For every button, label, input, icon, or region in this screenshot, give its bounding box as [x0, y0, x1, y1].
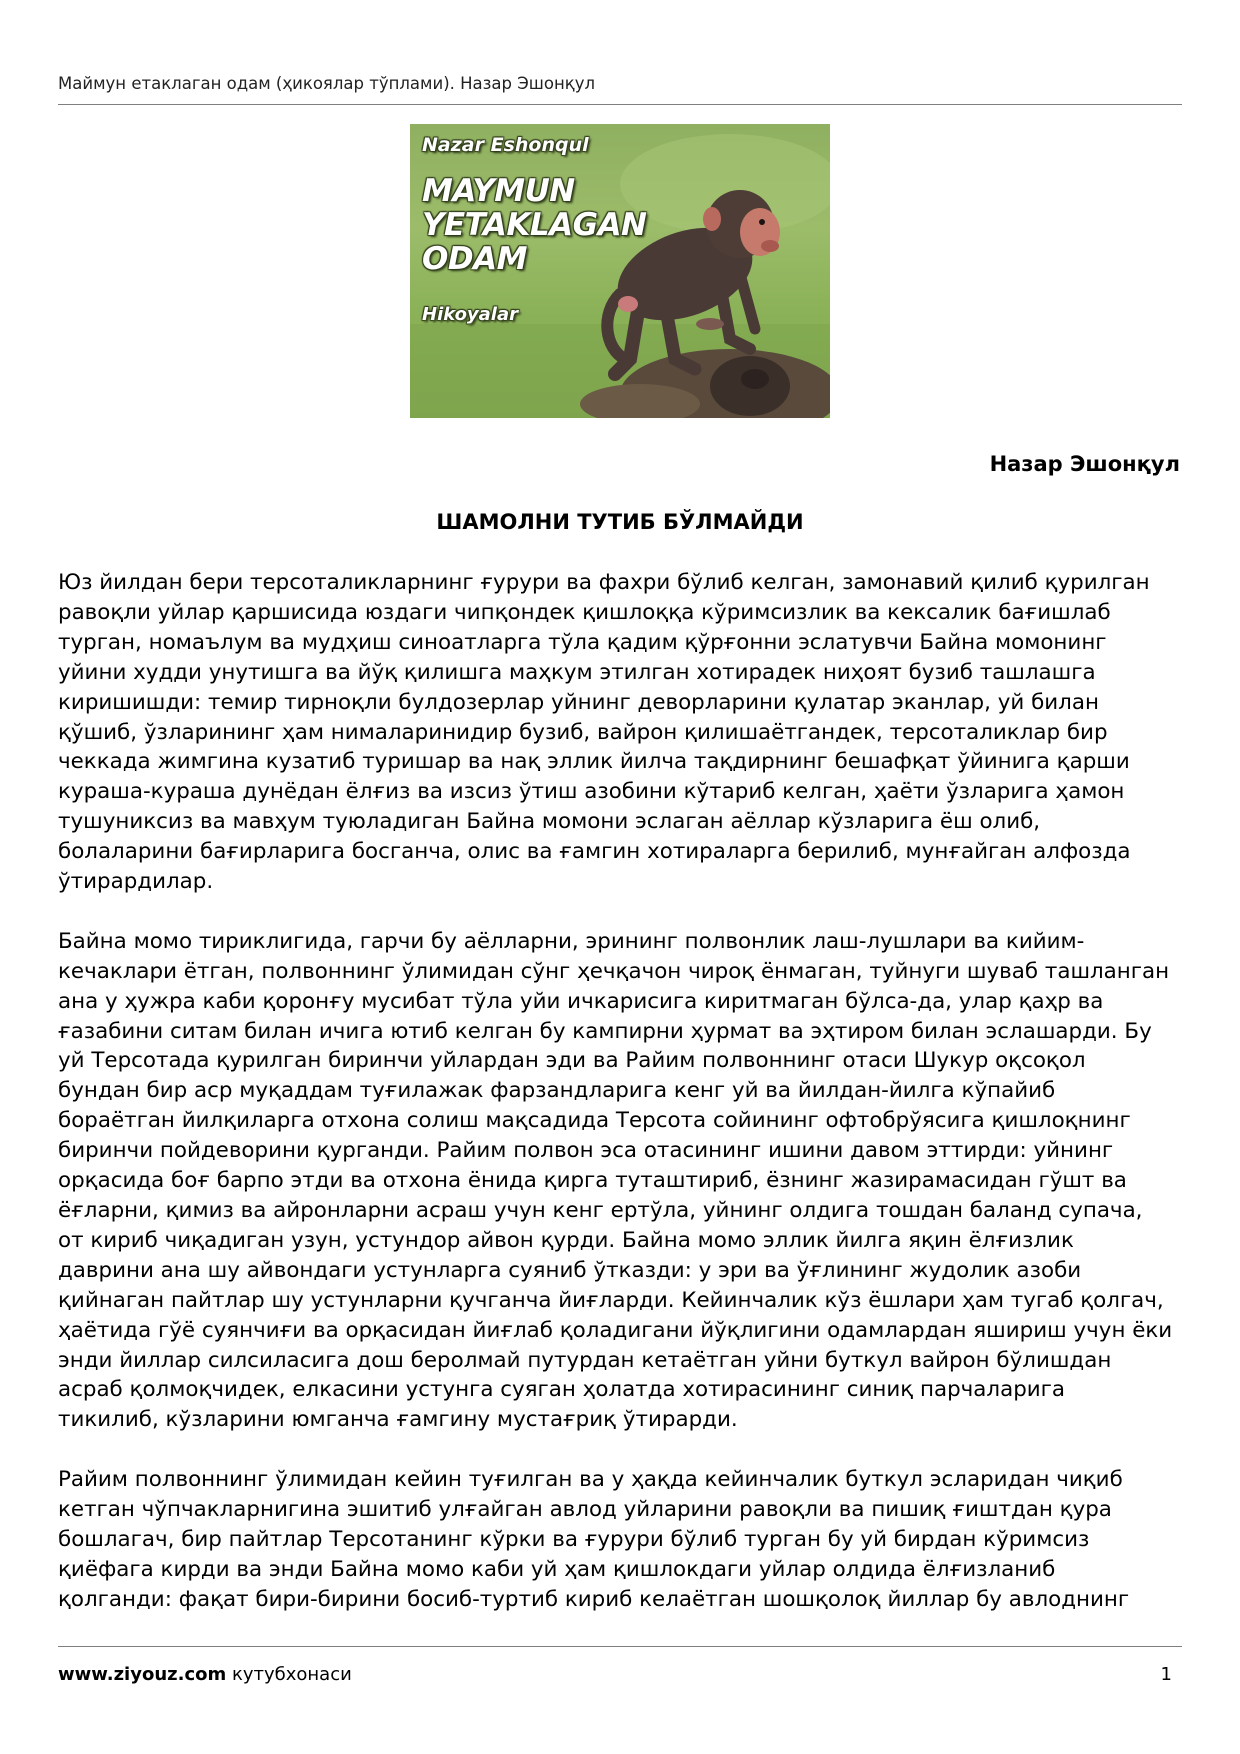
- paragraph: [58, 1465, 1182, 1615]
- text-line: Райим полвоннинг ўлимидан кейин туғилган ва у ҳақда кейинчалик буткул эсларидан чиқиб: [58, 1467, 1123, 1493]
- text-line: болаларини бағирларига босганча, олис ва ғамгин хотираларга берилиб, мунғайган алфозда: [58, 839, 1131, 865]
- story-title: ШАМОЛНИ ТУТИБ БЎЛМАЙДИ: [436, 510, 804, 534]
- cover-genre: Hikoyalar: [422, 304, 519, 325]
- text-line: уйини худди унутишга ва йўқ қилишга маҳкум этилган хотирадек ниҳоят бузиб ташлашга: [58, 659, 1096, 685]
- text-line: кетган чўпчакларнигина эшитиб улғайган авлод уйларини равоқли ва пишиқ ғиштдан қура: [58, 1497, 1112, 1523]
- text-line: биринчи пойдеворини қурганди. Райим полвон эса отасининг ишини давом эттирди: уйнинг: [58, 1138, 1114, 1164]
- text-line: энди йиллар силсиласига дош беролмай путурдан кетаётган уйни буткул вайрон бўлишдан: [58, 1347, 1112, 1373]
- footer-divider: [58, 1646, 1182, 1647]
- text-line: ғазабини ситам билан ичига ютиб келган бу кампирни ҳурмат ва эҳтиром билан эслашарди. Бу: [58, 1018, 1152, 1044]
- footer-label: кутубхонаси: [231, 1664, 352, 1685]
- text-line: ўтирардилар.: [58, 869, 214, 895]
- text-line: Байна момо тириклигида, гарчи бу аёлларни, эрининг полвонлик лаш-лушлари ва кийим-: [58, 928, 1085, 954]
- text-line: ана у ҳужра каби қоронғу мусибат тўла уйи ичкарисига киритмаган бўлса-да, улар қаҳр ва: [58, 988, 1104, 1014]
- text-line: от кириб чиқадиган узун, устундор айвон қурди. Байна момо эллик йилга яқин ёлғизлик: [58, 1227, 1074, 1253]
- text-line: кечаклари ётган, полвоннинг ўлимидан сўнг ҳечқачон чироқ ёнмаган, туйнуги шуваб ташланган: [58, 958, 1170, 984]
- text-line: тикилиб, кўзларини юмганча ғамгину мустағриқ ўтирарди.: [58, 1407, 738, 1433]
- text-line: бошлагач, бир пайтлар Терсотанинг кўрки ва ғурури бўлиб турган бу уй бирдан кўримсиз: [58, 1526, 1090, 1552]
- cover-title-line: MAYMUN: [422, 173, 575, 209]
- text-line: ҳаётида гўё суянчиғи ва орқасидан йиғлаб қоладигани йўқлигини одамлардан яшириш учун ёки: [58, 1317, 1173, 1343]
- text-line: қолганди: фақат бири-бирини босиб-туртиб кириб келаётган шошқолоқ йиллар бу авлоднинг: [58, 1586, 1130, 1612]
- author-name: Назар Эшонқул: [989, 452, 1180, 476]
- footer-source: [58, 1664, 352, 1685]
- cover-author: Nazar Eshonqul: [422, 134, 589, 156]
- paragraph: [58, 568, 1182, 897]
- text-line: Юз йилдан бери терсоталикларнинг ғурури ва фахри бўлиб келган, замонавий қилиб қурилган: [58, 570, 1150, 595]
- text-line: бораётган йилқиларга отхона солиш мақсадида Терсота сойининг офтобрўясига қишлоқнинг: [58, 1108, 1131, 1134]
- text-line: киришишди: темир тирноқли булдозерлар уйнинг деворларини қулатар эканлар, уй билан: [58, 689, 1099, 715]
- text-line: қиёфага кирди ва энди Байна момо каби уй ҳам қишлокдаги уйлар олдида ёлғизланиб: [58, 1556, 1056, 1582]
- text-line: турган, номаълум ва мудҳиш синоатларга тўла қадим қўрғонни эслатувчи Байна момонинг: [58, 629, 1107, 655]
- header-divider: [58, 104, 1182, 105]
- text-line: чеккада жимгина кузатиб туришар ва нақ эллик йилча тақдирнинг бешафқат ўйинига қарши: [58, 749, 1130, 775]
- text-line: ёғларни, қимиз ва айронларни асраш учун кенг ертўла, уйнинг олдига тошдан баланд супача,: [58, 1198, 1143, 1224]
- text-line: бундан бир аср муқаддам туғилажак фарзандларига кенг уй ва йилдан-йилга кўпайиб: [58, 1078, 1056, 1104]
- text-line: қўшиб, ўзларининг ҳам нималаринидир бузиб, вайрон қилишаётгандек, терсоталиклар бир: [58, 719, 1108, 745]
- text-line: орқасида боғ барпо этди ва отхона ёнида қирга туташтириб, ёзнинг жазирамасидан гўшт ва: [58, 1168, 1127, 1194]
- text-line: уй Терсотада қурилган биринчи уйлардан эди ва Райим полвоннинг отаси Шукур оқсоқол: [58, 1048, 1086, 1074]
- cover-title: [422, 174, 647, 276]
- book-cover-image: [410, 124, 830, 418]
- text-line: даврини ана шу айвондаги устунларга суяниб ўтказди: у эри ва ўғлининг жудолик азоби: [58, 1257, 1082, 1283]
- text-line: тушуниксиз ва мавҳум туюладиган Байна момони эслаган аёллар кўзларига ёш олиб,: [58, 809, 1041, 835]
- story-body: [58, 568, 1182, 1645]
- page-header: Маймун етаклаган одам (ҳикоялар тўплами). Назар Эшонқул: [58, 74, 596, 93]
- text-line: кураша-кураша дунёдан ёлғиз ва изсиз ўтиш азобини кўтариб келган, ҳаёти ўзларига ҳамон: [58, 779, 1125, 805]
- text-line: асраб қолмоқчидек, елкасини устунга суяган ҳолатда хотирасининг синиқ парчаларига: [58, 1377, 1066, 1403]
- cover-title-line: YETAKLAGAN: [422, 207, 647, 243]
- paragraph: [58, 927, 1182, 1435]
- text-line: равоқли уйлар қаршисида юздаги чипқондек қишлоққа кўримсизлик ва кексалик бағишлаб: [58, 599, 1111, 625]
- text-line: қийнаган пайтлар шу устунларни қучганча йиғларди. Кейинчалик кўз ёшлари ҳам тугаб қолгач,: [58, 1287, 1164, 1313]
- footer-site-link[interactable]: www.ziyouz.com: [58, 1664, 227, 1685]
- cover-title-line: ODAM: [422, 241, 527, 277]
- page-number: 1: [1160, 1664, 1172, 1685]
